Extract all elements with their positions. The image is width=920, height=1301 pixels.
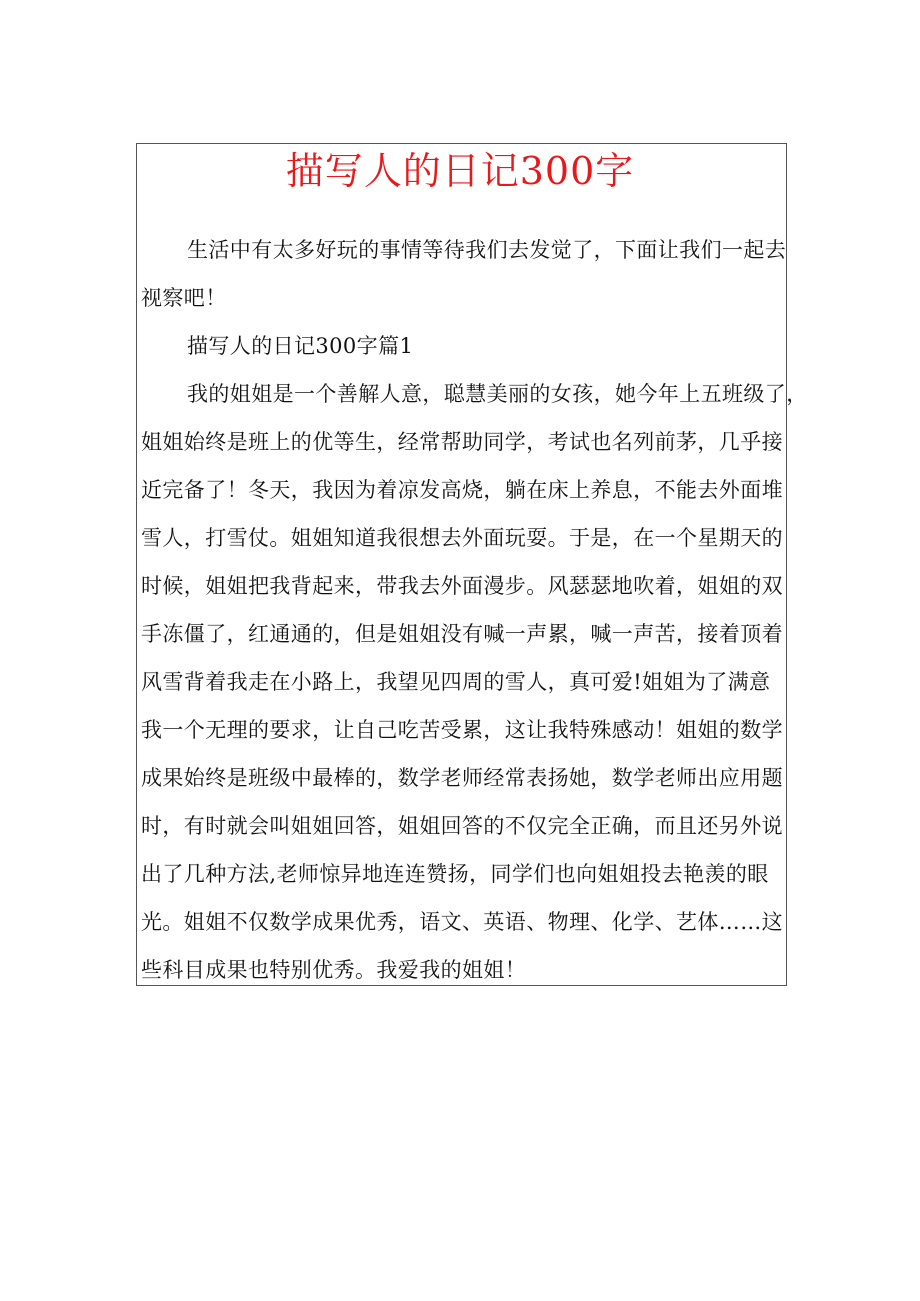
intro-paragraph	[141, 226, 787, 322]
section-heading	[141, 322, 783, 370]
body-paragraph	[141, 370, 808, 994]
body-line: 姐姐始终是班上的优等生，经常帮助同学，考试也名列前茅，几乎接	[141, 430, 783, 454]
body-line: 出了几种方法,老师惊异地连连赞扬，同学们也向姐姐投去艳羡的眼	[141, 862, 769, 886]
body-line: 时候，姐姐把我背起来，带我去外面漫步。风瑟瑟地吹着，姐姐的双	[141, 574, 783, 598]
section-heading-text: 描写人的日记300字篇1	[187, 334, 414, 358]
body-line: 手冻僵了，红通通的，但是姐姐没有喊一声累，喊一声苦，接着顶着	[141, 622, 783, 646]
body-line: 些科目成果也特别优秀。我爱我的姐姐！	[141, 958, 527, 982]
body-line: 近完备了！冬天，我因为着凉发高烧，躺在床上养息，不能去外面堆	[141, 478, 783, 502]
body-line: 我的姐姐是一个善解人意，聪慧美丽的女孩，她今年上五班级了，	[187, 382, 808, 406]
body-line: 成果始终是班级中最棒的，数学老师经常表扬她，数学老师出应用题	[141, 766, 783, 790]
intro-line: 视察吧！	[141, 286, 227, 310]
body-line: 光。姐姐不仅数学成果优秀，语文、英语、物理、化学、艺体……这	[141, 910, 783, 934]
body-line: 我一个无理的要求，让自己吃苦受累，这让我特殊感动！姐姐的数学	[141, 718, 783, 742]
body-line: 风雪背着我走在小路上，我望见四周的雪人，真可爱!姐姐为了满意	[141, 670, 771, 694]
document-title: 描写人的日记300字	[285, 149, 635, 193]
intro-line: 生活中有太多好玩的事情等待我们去发觉了，下面让我们一起去	[187, 238, 787, 262]
body-line: 时，有时就会叫姐姐回答，姐姐回答的不仅完全正确，而且还另外说	[141, 814, 783, 838]
body-line: 雪人，打雪仗。姐姐知道我很想去外面玩耍。于是，在一个星期天的	[141, 526, 783, 550]
